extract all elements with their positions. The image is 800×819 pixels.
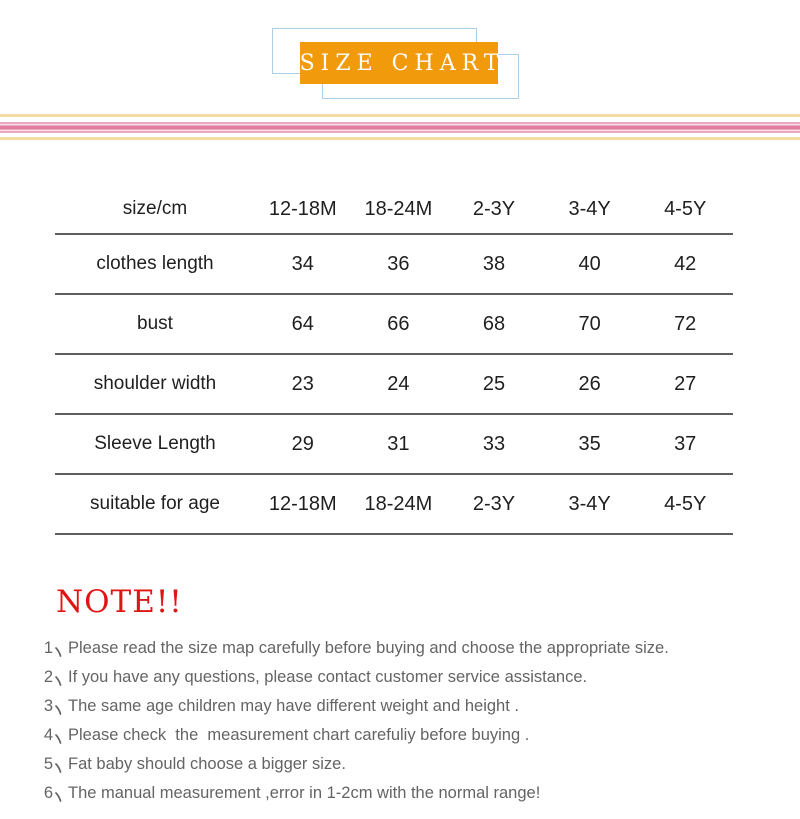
size-table xyxy=(55,185,733,535)
divider-stripe-yellow-bottom xyxy=(0,137,800,140)
cell-value: 18-24M xyxy=(364,492,433,515)
header-cell-size: 18-24M xyxy=(364,197,433,220)
cell-value: 23 xyxy=(291,372,314,395)
table-row-clothes-length xyxy=(55,235,733,295)
note-item xyxy=(42,692,782,721)
enumeration-comma-icon xyxy=(54,761,64,773)
note-item xyxy=(42,663,782,692)
cell-value: 38 xyxy=(482,252,506,275)
cell-value: 3-4Y xyxy=(568,492,611,515)
size-chart-banner xyxy=(299,42,505,84)
table-row-shoulder-width xyxy=(55,355,733,415)
notes-list xyxy=(42,634,782,808)
note-text: If you have any questions, please contact customer service assistance. xyxy=(68,668,588,686)
cell-value: 25 xyxy=(482,372,506,395)
cell-value: 70 xyxy=(578,312,601,335)
note-item xyxy=(42,750,782,779)
cell-value: 29 xyxy=(291,432,314,455)
cell-value: 72 xyxy=(674,312,697,335)
note-number: 6 xyxy=(43,784,53,802)
row-label: clothes length xyxy=(96,253,214,274)
row-label: Sleeve Length xyxy=(94,433,216,454)
note-number: 4 xyxy=(43,726,53,744)
table-row-sleeve-length xyxy=(55,415,733,475)
note-item xyxy=(42,721,782,750)
header-cell-size: 12-18M xyxy=(268,197,337,220)
cell-value: 34 xyxy=(291,252,314,275)
cell-value: 68 xyxy=(482,312,506,335)
enumeration-comma-icon xyxy=(54,703,64,715)
row-label: shoulder width xyxy=(93,373,217,394)
table-row-bust xyxy=(55,295,733,355)
cell-value: 26 xyxy=(578,372,601,395)
header-cell-size-unit: size/cm xyxy=(122,198,188,219)
note-number: 5 xyxy=(43,755,53,773)
header-cell-size: 3-4Y xyxy=(568,197,611,220)
enumeration-comma-icon xyxy=(54,674,64,686)
cell-value: 33 xyxy=(482,432,506,455)
cell-value: 37 xyxy=(674,432,697,455)
cell-value: 36 xyxy=(387,252,410,275)
cell-value: 35 xyxy=(578,432,601,455)
note-text: Fat baby should choose a bigger size. xyxy=(68,755,346,773)
cell-value: 4-5Y xyxy=(664,492,707,515)
cell-value: 27 xyxy=(674,372,697,395)
note-item xyxy=(42,779,782,808)
size-chart-title: SIZE CHART xyxy=(299,50,505,76)
note-number: 3 xyxy=(43,697,53,715)
row-label: bust xyxy=(137,313,173,334)
header-cell-size: 2-3Y xyxy=(472,197,516,220)
header-cell-size: 4-5Y xyxy=(664,197,707,220)
enumeration-comma-icon xyxy=(54,645,64,657)
divider-stripe-pink xyxy=(0,122,800,133)
note-text: The same age children may have different weight and height . xyxy=(68,697,519,715)
note-number: 1 xyxy=(43,639,53,657)
note-text: Please check the measurement chart carefuliy before buying . xyxy=(68,726,530,744)
cell-value: 2-3Y xyxy=(472,492,516,515)
note-title: NOTE!! xyxy=(56,584,183,620)
table-row-suitable-for-age xyxy=(55,475,733,535)
cell-value: 31 xyxy=(387,432,410,455)
note-text: The manual measurement ,error in 1-2cm with the normal range! xyxy=(68,784,541,802)
enumeration-comma-icon xyxy=(54,732,64,744)
cell-value: 64 xyxy=(291,312,314,335)
note-text: Please read the size map carefully before buying and choose the appropriate size. xyxy=(68,639,669,657)
cell-value: 42 xyxy=(674,252,697,275)
cell-value: 24 xyxy=(387,372,410,395)
cell-value: 12-18M xyxy=(268,492,337,515)
cell-value: 66 xyxy=(387,312,410,335)
row-label: suitable for age xyxy=(90,493,220,514)
cell-value: 40 xyxy=(578,252,601,275)
table-header-row xyxy=(55,185,733,235)
divider-stripe-yellow-top xyxy=(0,114,800,117)
enumeration-comma-icon xyxy=(54,790,64,802)
note-item xyxy=(42,634,782,663)
note-number: 2 xyxy=(43,668,53,686)
